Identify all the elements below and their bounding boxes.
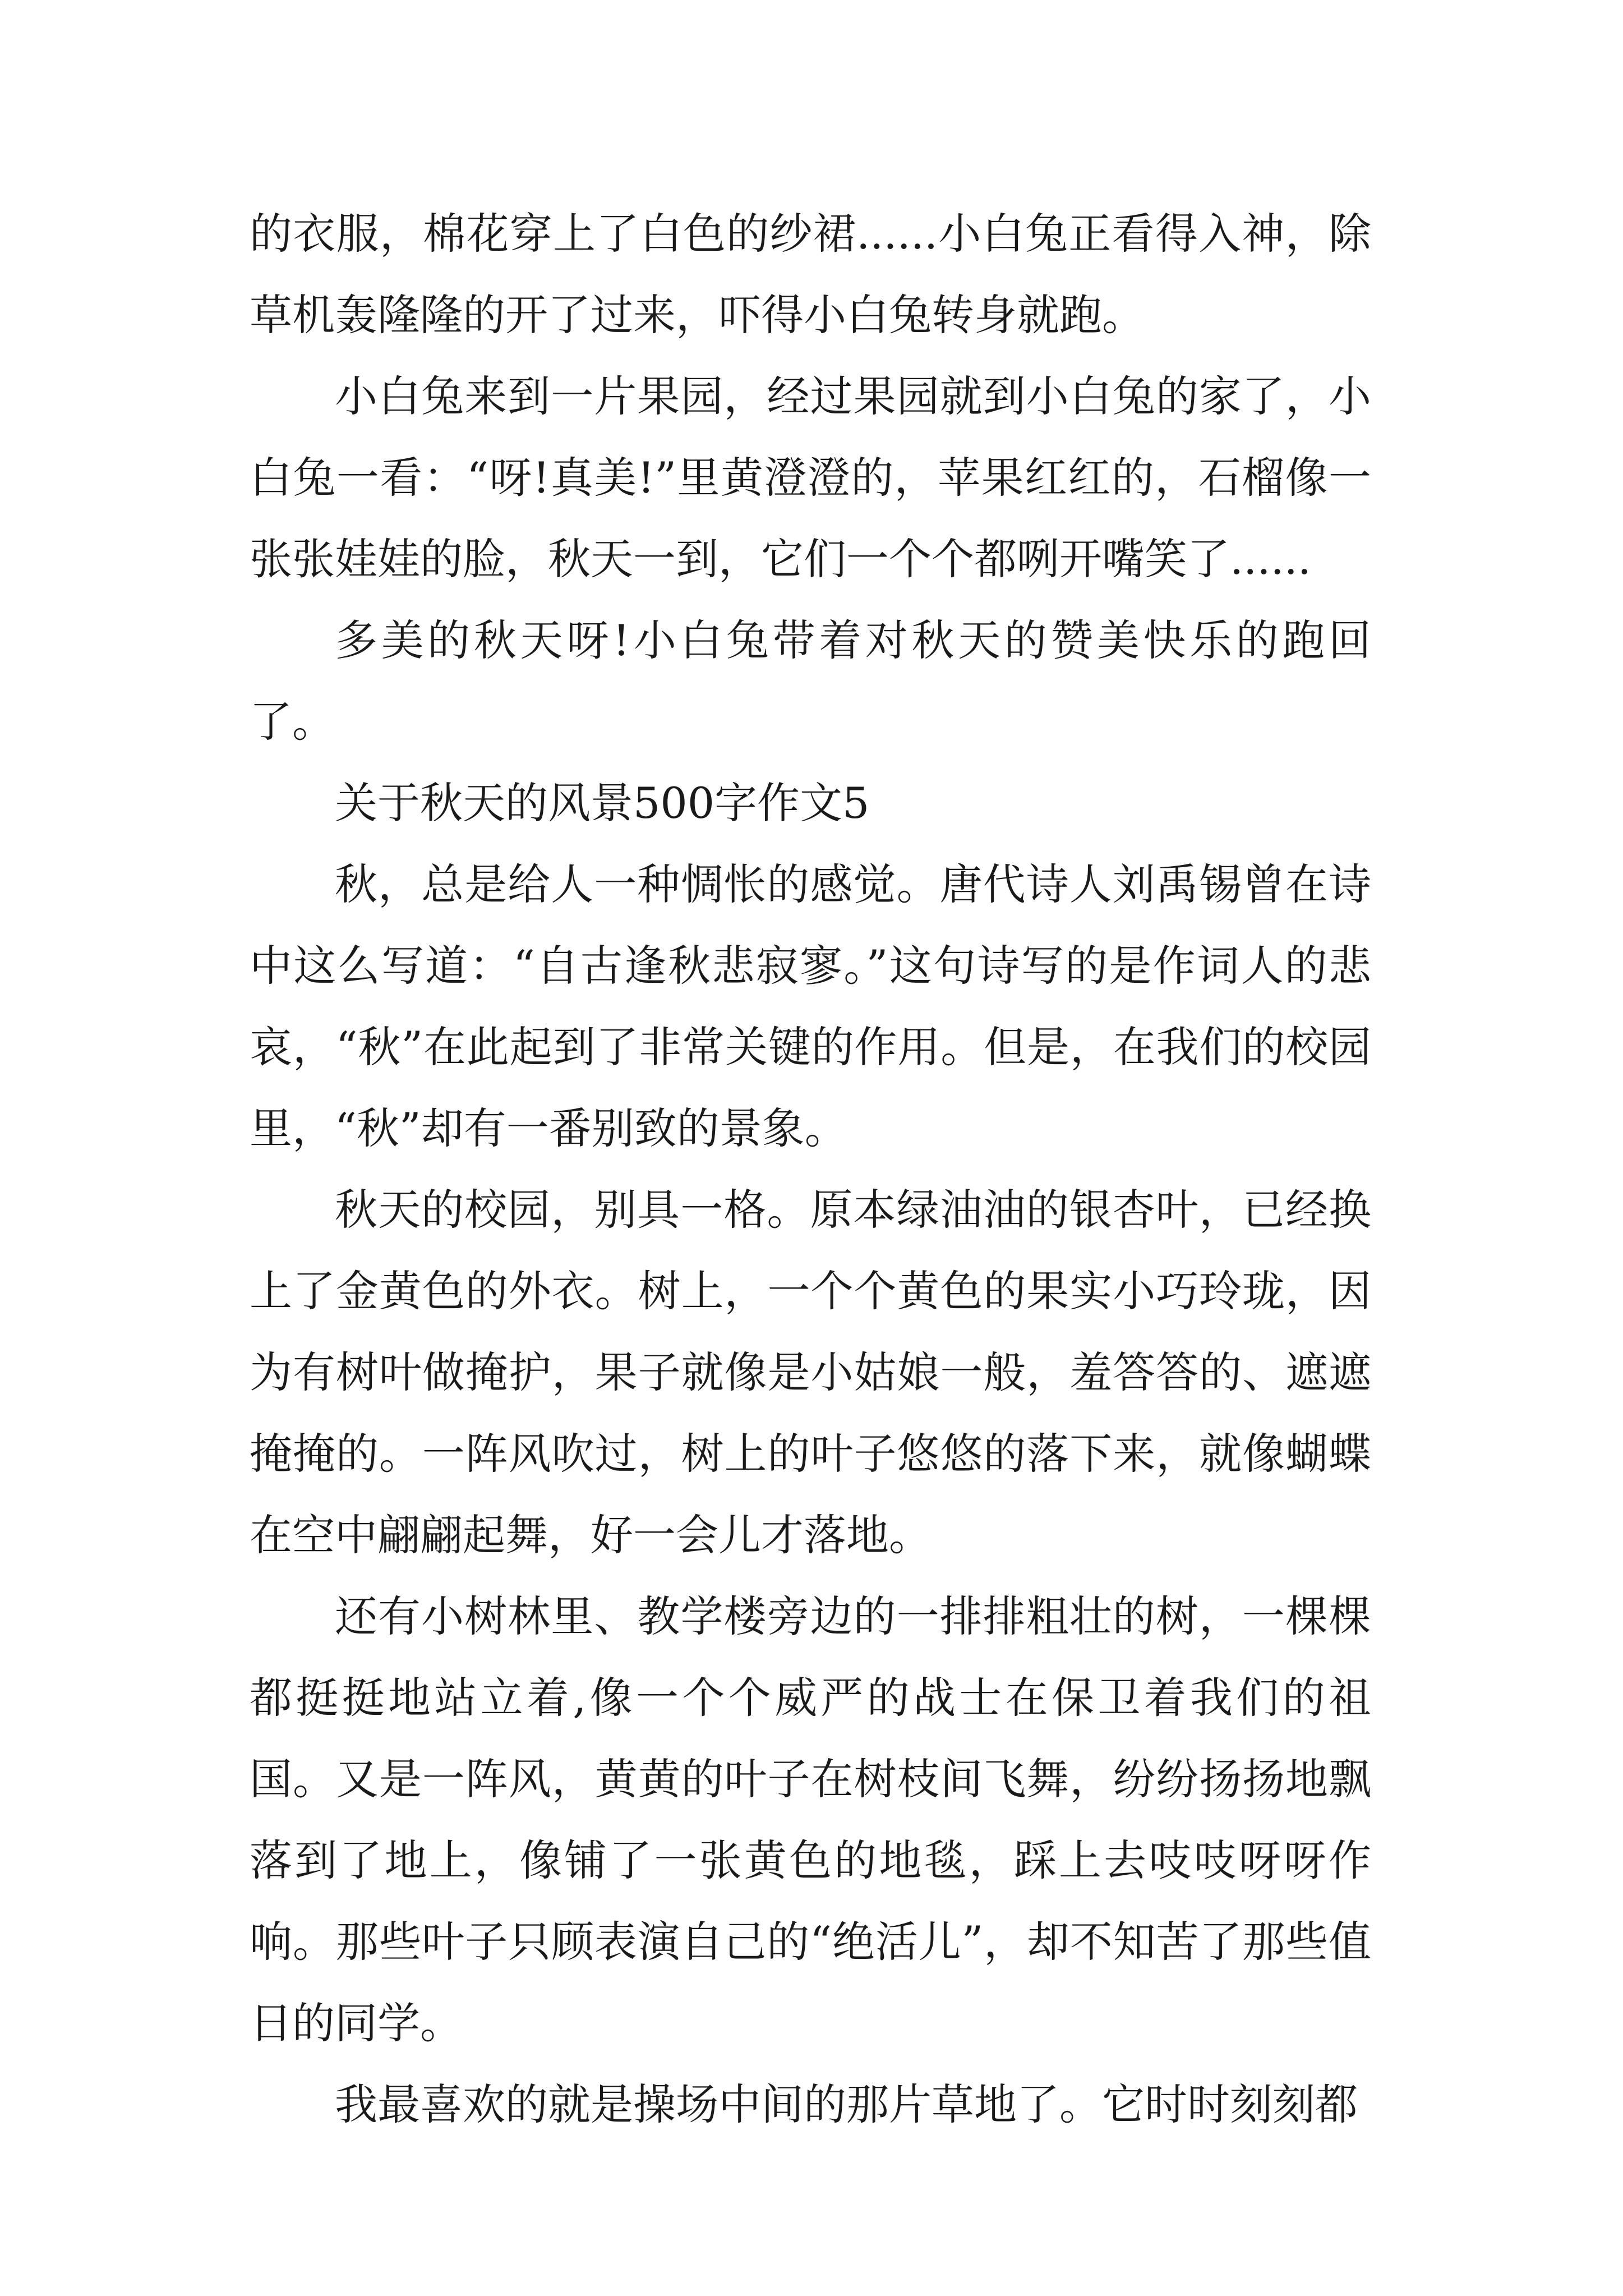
paragraph-1: 的衣服，棉花穿上了白色的纱裙......小白兔正看得入神，除草机轰隆隆的开了过来，吓得小白兔转身就跑。 (250, 209, 1371, 340)
paragraph-2: 小白兔来到一片果园，经过果园就到小白兔的家了，小白兔一看：“呀!真美!”里黄澄澄的，苹果红红的，石榴像一张张娃娃的脸，秋天一到，它们一个个都咧开嘴笑了...... (250, 371, 1371, 584)
paragraph-3: 多美的秋天呀!小白兔带着对秋天的赞美快乐的跑回了。 (250, 615, 1371, 747)
section-heading: 关于秋天的风景500字作文5 (335, 778, 870, 828)
paragraph-4: 秋，总是给人一种惆怅的感觉。唐代诗人刘禹锡曾在诗中这么写道：“自古逢秋悲寂寥。”这句诗写的是作词人的悲哀，“秋”在此起到了非常关键的作用。但是，在我们的校园里，“秋”却有一番别致的景象。 (250, 859, 1371, 1153)
paragraph-7: 我最喜欢的就是操场中间的那片草地了。它时时刻刻都 (335, 2079, 1358, 2129)
paragraph-5: 秋天的校园，别具一格。原本绿油油的银杏叶，已经换上了金黄色的外衣。树上，一个个黄色的果实小巧玲珑，因为有树叶做掩护，果子就像是小姑娘一般，羞答答的、遮遮掩掩的。一阵风吹过，树上的叶子悠悠的落下来，就像蝴蝶在空中翩翩起舞，好一会儿才落地。 (250, 1185, 1371, 1560)
document-body (250, 193, 1371, 2145)
paragraph-6: 还有小树林里、教学楼旁边的一排排粗壮的树，一棵棵都挺挺地站立着,像一个个威严的战士在保卫着我们的祖国。又是一阵风，黄黄的叶子在树枝间飞舞，纷纷扬扬地飘落到了地上，像铺了一张黄色的地毯，踩上去吱吱呀呀作响。那些叶子只顾表演自己的“绝活儿”，却不知苦了那些值日的同学。 (250, 1591, 1371, 2048)
